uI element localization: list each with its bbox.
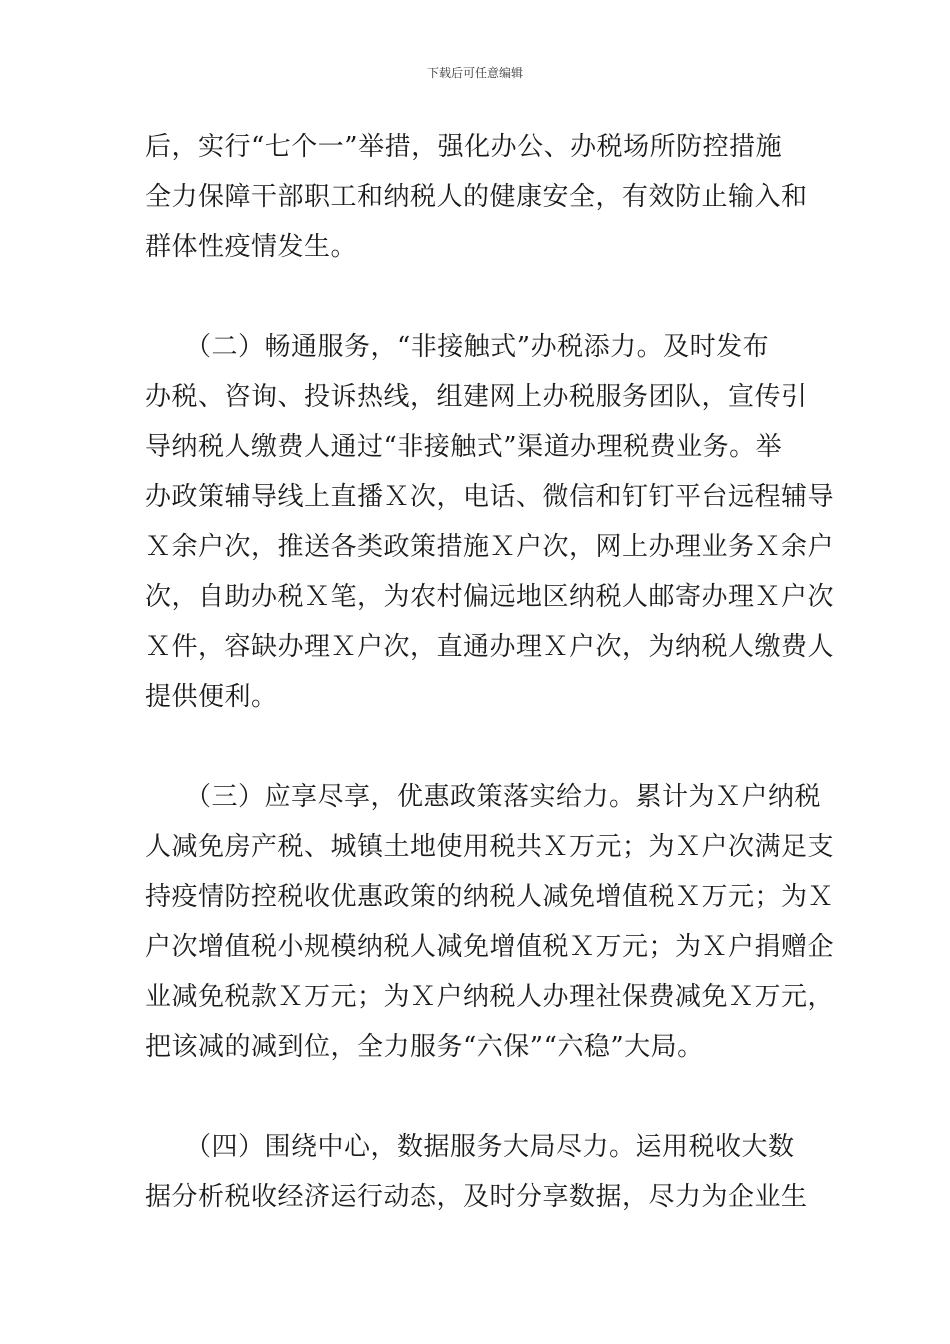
text-line: 据分析税收经济运行动态，及时分享数据，尽力为企业生 <box>145 1182 808 1212</box>
paragraph-gap <box>145 272 810 322</box>
text-line: 办税、咨询、投诉热线，组建网上办税服务团队，宣传引 <box>145 382 808 412</box>
document-body <box>145 122 835 1222</box>
text-line: Ｘ余户次，推送各类政策措施Ｘ户次，网上办理业务Ｘ余户 <box>145 532 835 562</box>
text-line: 导纳税人缴费人通过“非接触式”渠道办理税费业务。举 <box>145 432 783 462</box>
text-line: 群体性疫情发生。 <box>145 232 358 262</box>
text-line: 人减免房产税、城镇土地使用税共Ｘ万元；为Ｘ户次满足支 <box>145 832 835 862</box>
text-line: 办政策辅导线上直播Ｘ次，电话、微信和钉钉平台远程辅导 <box>145 482 835 512</box>
page-header: 下载后可任意编辑 <box>426 66 523 80</box>
text-line: 后，实行“七个一”举措，强化办公、办税场所防控措施 <box>145 132 783 162</box>
paragraph-2 <box>145 322 835 722</box>
text-line: 把该减的减到位，全力服务“六保”“六稳”大局。 <box>145 1032 704 1062</box>
text-line: 次，自助办税Ｘ笔，为农村偏远地区纳税人邮寄办理Ｘ户次 <box>145 582 835 612</box>
paragraph-gap <box>145 1072 810 1122</box>
paragraph-4 <box>145 1122 810 1222</box>
text-line: 户次增值税小规模纳税人减免增值税Ｘ万元；为Ｘ户捐赠企 <box>145 932 835 962</box>
paragraph-3 <box>145 772 835 1072</box>
text-line: Ｘ件，容缺办理Ｘ户次，直通办理Ｘ户次，为纳税人缴费人 <box>145 632 835 662</box>
paragraph-gap <box>145 722 810 772</box>
text-line: 全力保障干部职工和纳税人的健康安全，有效防止输入和 <box>145 182 808 212</box>
text-line: 业减免税款Ｘ万元；为Ｘ户纳税人办理社保费减免Ｘ万元， <box>145 982 835 1012</box>
text-line: 持疫情防控税收优惠政策的纳税人减免增值税Ｘ万元；为Ｘ <box>145 882 835 912</box>
text-line: （二）畅通服务，“非接触式”办税添力。及时发布 <box>145 332 770 362</box>
text-line: （三）应享尽享，优惠政策落实给力。累计为Ｘ户纳税 <box>145 782 822 812</box>
text-line: （四）围绕中心，数据服务大局尽力。运用税收大数 <box>145 1132 795 1162</box>
text-line: 提供便利。 <box>145 682 278 712</box>
paragraph-1 <box>145 122 810 272</box>
